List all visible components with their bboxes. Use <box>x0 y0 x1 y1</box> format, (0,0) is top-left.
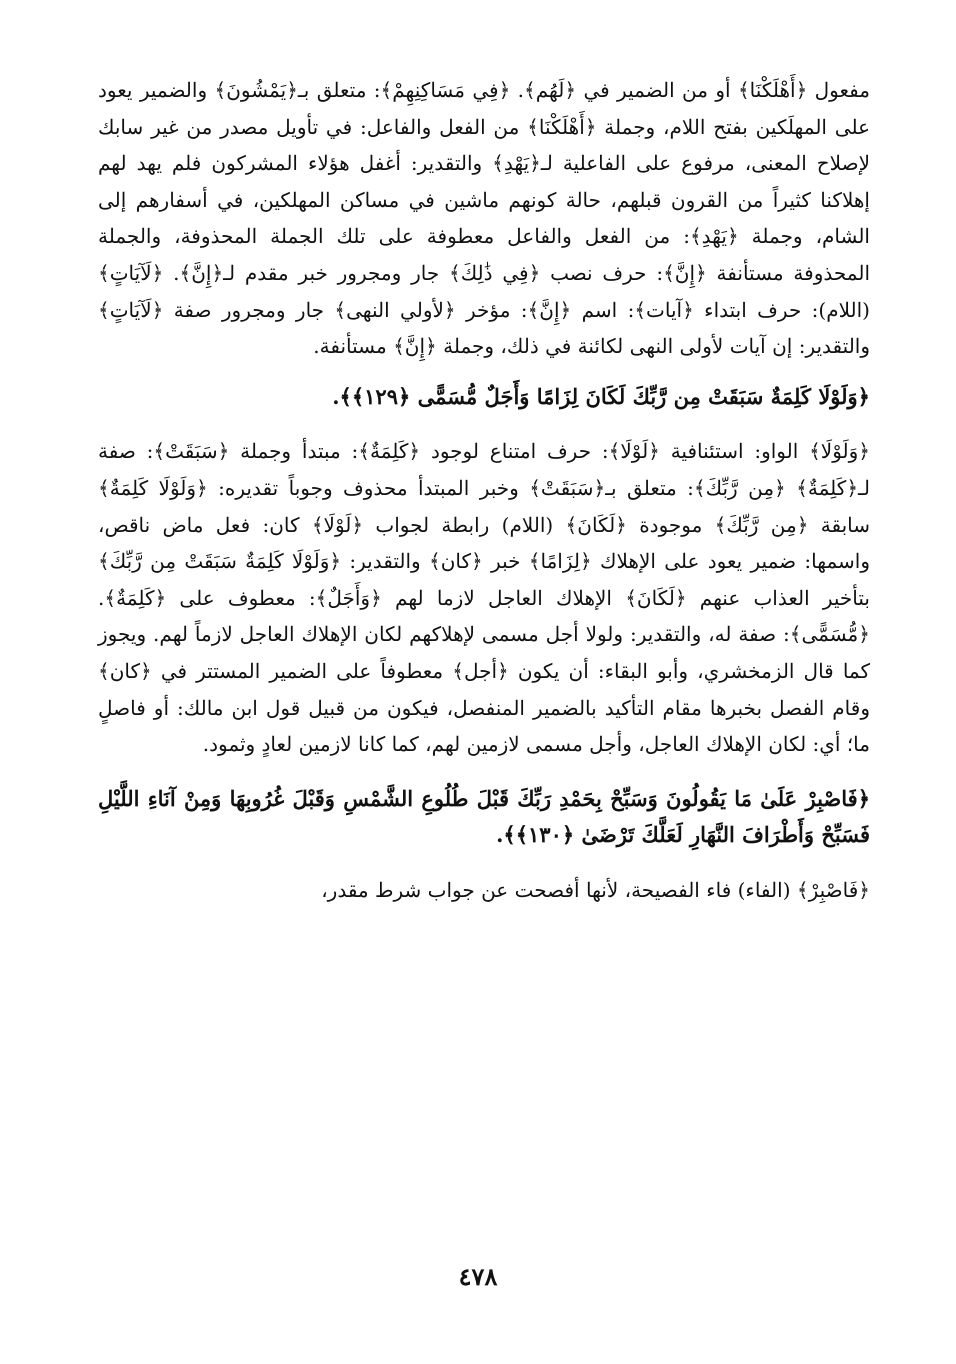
spacer <box>98 415 870 433</box>
spacer <box>98 763 870 781</box>
page-number: ٤٧٨ <box>458 1262 498 1291</box>
commentary-paragraph-2: ﴿وَلَوْلَا﴾ الواو: استئنافية ﴿لَوْلَا﴾: حرف امتناع لوجود ﴿كَلِمَةٌ﴾: مبتدأ وجملة ﴿سَبَقَتْ﴾: صفة لـ﴿كَلِمَةٌ﴾ ﴿مِن رَّبِّكَ﴾: متعلق بـ﴿سَبَقَتْ﴾ وخبر المبتدأ محذوف وجوباً تقديره: ﴿وَلَوْلَا كَلِمَةٌ﴾ سابقة ﴿مِن رَّبِّكَ﴾ موجودة ﴿لَكَانَ﴾ (اللام) رابطة لجواب ﴿لَوْلَا﴾ كان: فعل ماض ناقص، واسمها: ضمير يعود على الإهلاك ﴿لِزَامًا﴾ خبر ﴿كان﴾ والتقدير: ﴿وَلَوْلَا كَلِمَةٌ سَبَقَتْ مِن رَّبِّكَ﴾ بتأخير العذاب عنهم ﴿لَكَانَ﴾ الإهلاك العاجل لازما لهم ﴿وَأَجَلٌ﴾: معطوف على ﴿كَلِمَةٌ﴾. ﴿مُّسَمًّى﴾: صفة له، والتقدير: ولولا أجل مسمى لإهلاكهم لكان الإهلاك العاجل لازماً لهم. ويجوز كما قال الزمخشري، وأبو البقاء: أن يكون ﴿أجل﴾ معطوفاً على الضمير المستتر في ﴿كان﴾ وقام الفصل بخبرها مقام التأكيد بالضمير المنفصل، فيكون من قبيل قول ابن مالك: أو فاصلٍ ما؛ أي: لكان الإهلاك العاجل، وأجل مسمى لازمين لهم، كما كانا لازمين لعادٍ وثمود. <box>98 439 870 757</box>
commentary-paragraph-3: ﴿فَاصْبِرْ﴾ (الفاء) فاء الفصيحة، لأنها أفصحت عن جواب شرط مقدر، <box>321 877 870 902</box>
quran-verse-129: ﴿وَلَوْلَا كَلِمَةٌ سَبَقَتْ مِن رَّبِّكَ لَكَانَ لِزَامًا وَأَجَلٌ مُّسَمًّى ﴿١٢٩﴾﴾. <box>332 383 870 409</box>
page-content <box>98 72 870 908</box>
spacer <box>98 854 870 872</box>
commentary-paragraph-1: مفعول ﴿أَهْلَكْنَا﴾ أو من الضمير في ﴿لَهُم﴾. ﴿فِي مَسَاكِنِهِمْ﴾: متعلق بـ﴿يَمْشُونَ﴾ والضمير يعود على المهلَكين بفتح اللام، وجملة ﴿أَهْلَكْنَا﴾ من الفعل والفاعل: في تأويل مصدر من غير سابك لإصلاح المعنى، مرفوع على الفاعلية لـ﴿يَهْدِ﴾ والتقدير: أغفل هؤلاء المشركون فلم يهد لهم إهلاكنا كثيراً من القرون قبلهم، حالة كونهم ماشين في مساكن المهلكين، في أسفارهم إلى الشام، وجملة ﴿يَهْدِ﴾: من الفعل والفاعل معطوفة على تلك الجملة المحذوفة، والجملة المحذوفة مستأنفة ﴿إِنَّ﴾: حرف نصب ﴿فِي ذَٰلِكَ﴾ جار ومجرور خبر مقدم لـ﴿إِنَّ﴾. ﴿لَآيَاتٍ﴾ (اللام): حرف ابتداء ﴿آيات﴾: اسم ﴿إِنَّ﴾: مؤخر ﴿لأولي النهى﴾ جار ومجرور صفة ﴿لَآيَاتٍ﴾ والتقدير: إن آيات لأولى النهى لكائنة في ذلك، وجملة ﴿إِنَّ﴾ مستأنفة. <box>98 78 870 359</box>
spacer <box>98 365 870 379</box>
quran-verse-130: ﴿فَاصْبِرْ عَلَىٰ مَا يَقُولُونَ وَسَبِّحْ بِحَمْدِ رَبِّكَ قَبْلَ طُلُوعِ الشَّمْسِ وَقَبْلَ غُرُوبِهَا وَمِنْ آنَاءِ اللَّيْلِ فَسَبِّحْ وَأَطْرَافَ النَّهَارِ لَعَلَّكَ تَرْضَىٰ ﴿١٣٠﴾﴾. <box>98 785 870 848</box>
